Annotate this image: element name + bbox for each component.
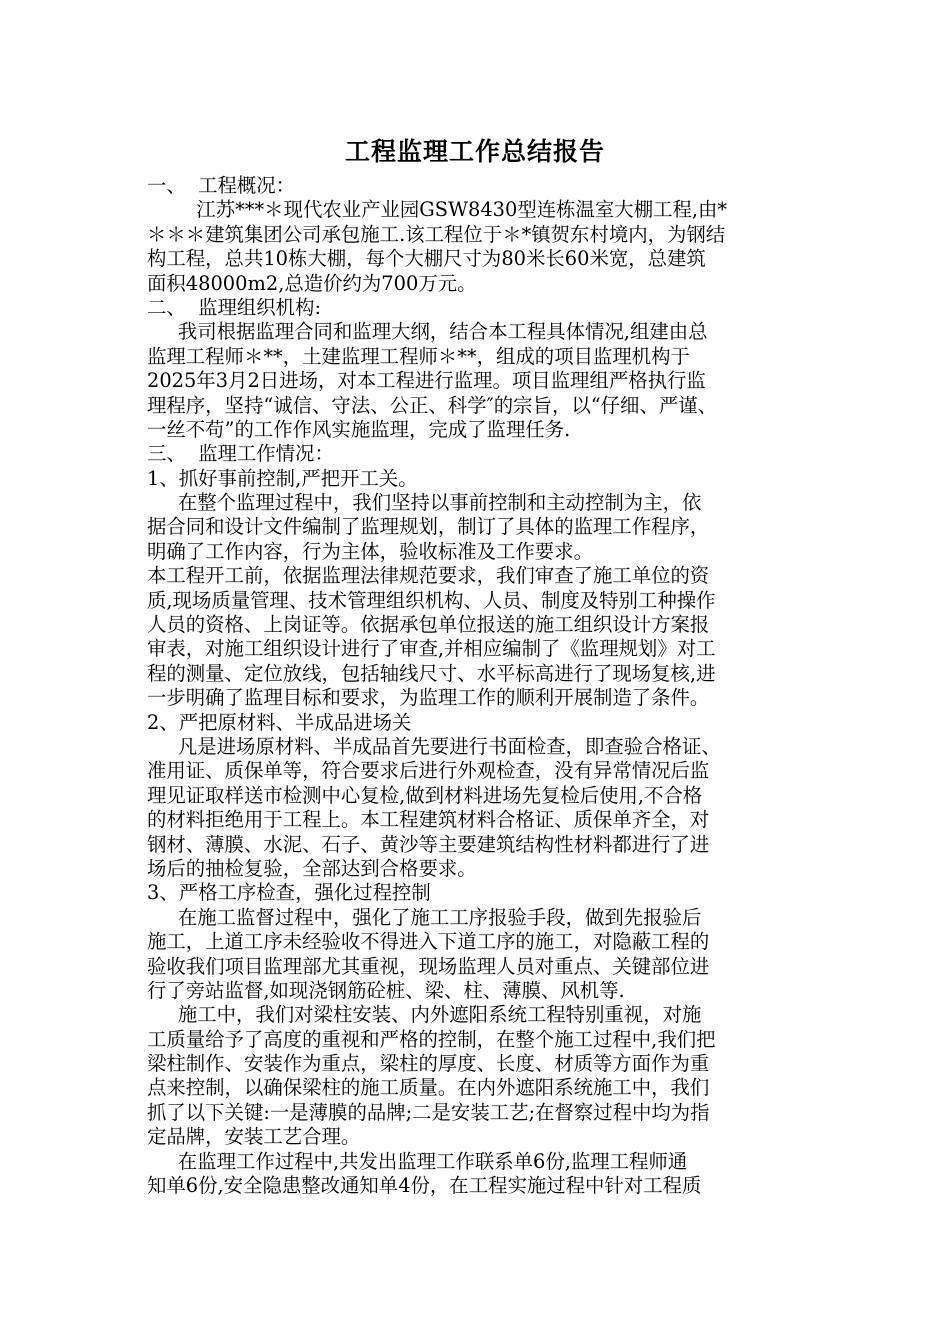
- text-line: 一丝不苟”的工作作风实施监理，完成了监理任务.: [147, 417, 571, 441]
- text-line: 程的测量、定位放线，包括轴线尺寸、水平标高进行了现场复核,进: [147, 661, 716, 685]
- text-line: 点来控制，以确保梁柱的施工质量。在内外遮阳系统施工中，我们: [147, 1076, 710, 1100]
- text-line: 凡是进场原材料、半成品首先要进行书面检查，即查验合格证、: [147, 734, 721, 758]
- text-line: 钢材、薄膜、水泥、石子、黄沙等主要建筑结构性材料都进行了进: [147, 832, 710, 856]
- text-line: 理见证取样送市检测中心复检,做到材料进场先复检后使用,不合格: [147, 783, 703, 807]
- text-line: 人员的资格、上岗证等。依据承包单位报送的施工组织设计方案报: [147, 613, 710, 637]
- text-line: 工质量给予了高度的重视和严格的控制，在整个施工过程中,我们把: [147, 1027, 716, 1051]
- text-line: 一、 工程概况：: [147, 174, 296, 197]
- text-line: 抓了以下关键:一是薄膜的品牌;二是安装工艺;在督察过程中均为指: [147, 1100, 710, 1124]
- text-line: 3、严格工序检查，强化过程控制: [147, 881, 431, 905]
- text-line: 在施工监督过程中，强化了施工工序报验手段，做到先报验后: [147, 905, 702, 929]
- document-title: 工程监理工作总结报告: [344, 137, 605, 166]
- text-line: 质,现场质量管理、技术管理组织机构、人员、制度及特别工种操作: [147, 588, 716, 612]
- text-line: 明确了工作内容，行为主体，验收标准及工作要求。: [147, 539, 593, 563]
- text-line: 我司根据监理合同和监理大纲，结合本工程具体情况,组建由总: [147, 320, 708, 344]
- text-line: 据合同和设计文件编制了监理规划，制订了具体的监理工作程序，: [147, 515, 710, 539]
- text-line: 施工中，我们对梁柱安装、内外遮阳系统工程特别重视，对施: [147, 1003, 702, 1027]
- text-line: 施工，上道工序未经验收不得进入下道工序的施工，对隐蔽工程的: [147, 930, 710, 954]
- text-line: 一步明确了监理目标和要求，为监理工作的顺利开展制造了条件。: [147, 686, 710, 710]
- text-line: 场后的抽检复验，全部达到合格要求。: [147, 856, 477, 880]
- text-line: 验收我们项目监理部尤其重视，现场监理人员对重点、关键部位进: [147, 954, 710, 978]
- text-line: 2025年3月2日进场，对本工程进行监理。项目监理组严格执行监: [147, 369, 706, 393]
- text-line: 二、 监理组织机构:: [147, 295, 321, 319]
- text-line: 三、 监理工作情况：: [147, 442, 334, 466]
- document-body: [147, 174, 817, 1198]
- text-line: 梁柱制作、安装作为重点，梁柱的厚度、长度、材质等方面作为重: [147, 1052, 710, 1076]
- text-line: 审表，对施工组织设计进行了审查,并相应编制了《监理规划》对工: [147, 637, 716, 661]
- text-line: 行了旁站监督,如现浇钢筋砼桩、梁、柱、薄膜、风机等.: [147, 978, 625, 1002]
- text-line: 构工程，总共10栋大棚，每个大棚尺寸为80米长60米宽，总建筑: [147, 247, 706, 271]
- text-line: 的材料拒绝用于工程上。本工程建筑材料合格证、质保单齐全，对: [147, 808, 710, 832]
- text-line: 1、抓好事前控制,严把开工关。: [147, 466, 418, 490]
- text-line: 在监理工作过程中,共发出监理工作联系单6份,监理工程师通: [147, 1149, 688, 1173]
- text-line: 监理工程师＊**，土建监理工程师＊**，组成的项目监理机构于: [147, 344, 690, 368]
- text-line: 准用证、质保单等，符合要求后进行外观检查，没有异常情况后监: [147, 759, 710, 783]
- text-line: 在整个监理过程中，我们坚持以事前控制和主动控制为主，依: [147, 491, 702, 515]
- text-line: 面积48000m2,总造价约为700万元。: [147, 271, 477, 295]
- text-line: ＊＊＊建筑集团公司承包施工.该工程位于＊*镇贺东村境内，为钢结: [147, 222, 726, 246]
- text-line: 理程序，坚持“诚信、守法、公正、科学″的宗旨，以“仔细、严谨、: [147, 393, 718, 417]
- text-line: 知单6份,安全隐患整改通知单4份，在工程实施过程中针对工程质: [147, 1174, 702, 1198]
- text-line: 定品牌，安装工艺合理。: [147, 1125, 361, 1149]
- text-line: 2、严把原材料、半成品进场关: [147, 710, 412, 734]
- text-line: 本工程开工前，依据监理法律规范要求，我们审查了施工单位的资: [147, 564, 710, 588]
- text-line: 江苏***＊现代农业产业园GSW8430型连栋温室大棚工程,由*: [147, 198, 728, 222]
